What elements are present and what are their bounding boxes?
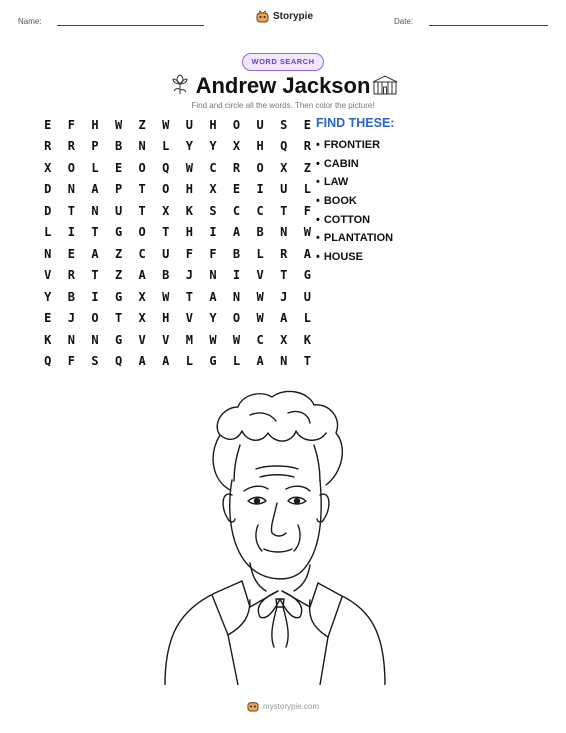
grid-letter: C [138,246,146,261]
grid-letter: O [138,160,146,175]
grid-letter: A [232,225,241,240]
grid-letter: T [280,203,288,218]
grid-letter: N [280,354,288,369]
grid-letter: H [256,139,264,154]
grid-letter: C [256,203,264,218]
grid-row [36,351,319,373]
grid-letter: N [67,182,75,197]
grid-row [36,200,319,222]
footer-url: mystorypie.com [262,701,319,711]
grid-letter: S [209,203,217,218]
grid-letter: W [162,289,170,304]
hermitage-house-icon [372,75,398,95]
grid-letter: C [256,332,264,347]
grid-letter: W [209,332,217,347]
grid-letter: W [232,332,241,347]
grid-letter: Q [280,139,288,154]
grid-letter: T [138,182,146,197]
grid-letter: H [209,117,217,132]
grid-letter: H [91,117,99,132]
grid-letter: F [67,354,75,369]
grid-letter: F [67,117,75,132]
brand-name: Storypie [273,11,314,22]
grid-letter: X [44,160,52,175]
grid-letter: R [232,160,241,175]
grid-letter: Z [114,268,123,283]
grid-letter: H [185,182,193,197]
grid-letter: E [44,117,52,132]
grid-letter: A [138,354,146,369]
grid-row [36,265,319,287]
word-list-item: • PLANTATION [316,229,393,248]
name-label: Name: [18,17,42,26]
grid-letter: X [162,203,170,218]
grid-letter: K [185,203,193,218]
grid-letter: R [44,139,52,154]
grid-letter: E [232,182,241,197]
grid-letter: A [303,246,311,261]
grid-letter: O [232,117,241,132]
grid-letter: O [162,182,170,197]
grid-letter: O [138,225,146,240]
grid-row [36,222,319,244]
word-list-item: • LAW [316,173,393,192]
grid-letter: T [67,203,75,218]
grid-letter: K [44,332,52,347]
grid-letter: X [280,332,288,347]
grid-letter: L [303,311,311,326]
grid-letter: Q [114,354,123,369]
grid-letter: E [67,246,75,261]
grid-row [36,329,319,351]
word-list-item: • BOOK [316,192,393,211]
grid-letter: X [138,289,146,304]
grid-letter: Y [209,139,217,154]
grid-letter: N [138,139,146,154]
storypie-logo-icon [256,10,269,23]
grid-letter: O [232,311,241,326]
grid-letter: W [303,225,311,240]
grid-letter: L [256,246,264,261]
word-list-item: • FRONTIER [316,136,393,155]
grid-letter: B [67,289,75,304]
grid-letter: T [138,203,146,218]
andrew-jackson-portrait [150,385,400,685]
brand-logo [256,10,313,23]
grid-letter: F [185,246,193,261]
grid-letter: L [303,182,311,197]
grid-letter: N [209,268,217,283]
word-list-item: • HOUSE [316,248,393,267]
grid-letter: Y [209,311,217,326]
grid-letter: N [91,332,99,347]
find-these-heading: FIND THESE: [316,116,395,130]
word-list-item: • CABIN [316,155,393,174]
grid-letter: L [44,225,52,240]
grid-letter: G [303,268,311,283]
grid-letter: A [162,354,170,369]
grid-letter: H [185,225,193,240]
grid-letter: U [303,289,311,304]
grid-letter: I [91,289,99,304]
grid-letter: T [280,268,288,283]
grid-letter: I [232,268,241,283]
grid-letter: A [91,182,99,197]
grid-letter: G [209,354,217,369]
grid-letter: I [256,182,264,197]
grid-letter: N [67,332,75,347]
word-search-badge: WORD SEARCH [242,53,324,71]
grid-letter: G [114,332,123,347]
grid-row [36,308,319,330]
grid-letter: Y [44,289,52,304]
instructions: Find and circle all the words. Then color the picture! [191,101,375,110]
grid-letter: J [185,268,193,283]
grid-letter: W [256,289,264,304]
grid-letter: L [162,139,170,154]
grid-letter: N [91,203,99,218]
grid-letter: V [44,268,52,283]
grid-letter: T [91,225,99,240]
grid-letter: Z [114,246,123,261]
grid-letter: T [303,354,311,369]
date-field[interactable] [429,25,548,26]
grid-letter: V [162,332,170,347]
grid-letter: X [232,139,241,154]
grid-letter: F [303,203,311,218]
grid-letter: R [280,246,288,261]
grid-letter: T [162,225,170,240]
grid-letter: J [280,289,288,304]
grid-letter: W [185,160,193,175]
grid-letter: M [185,332,193,347]
grid-letter: B [162,268,170,283]
grid-letter: F [209,246,217,261]
letter-grid [36,114,319,372]
grid-letter: I [209,225,217,240]
grid-letter: U [162,246,170,261]
page-title: Andrew Jackson [195,73,371,98]
grid-letter: A [280,311,288,326]
grid-letter: B [232,246,241,261]
grid-letter: N [232,289,241,304]
grid-letter: E [44,311,52,326]
grid-letter: R [67,268,75,283]
grid-letter: Y [185,139,193,154]
word-list [316,136,393,267]
grid-letter: P [114,182,123,197]
grid-letter: G [114,225,123,240]
storypie-logo-icon [247,700,259,712]
grid-letter: H [162,311,170,326]
grid-row [36,114,319,136]
grid-letter: V [256,268,264,283]
grid-letter: X [280,160,288,175]
grid-letter: Z [138,117,146,132]
grid-row [36,243,319,265]
grid-letter: L [232,354,241,369]
footer [0,700,566,712]
grid-letter: N [44,246,52,261]
grid-letter: J [67,311,75,326]
grid-letter: G [114,289,123,304]
grid-letter: D [44,182,52,197]
grid-letter: C [232,203,241,218]
grid-letter: T [114,311,123,326]
grid-letter: A [256,354,264,369]
grid-letter: W [256,311,264,326]
grid-letter: T [185,289,193,304]
grid-letter: E [303,117,311,132]
grid-letter: C [209,160,217,175]
grid-letter: A [209,289,217,304]
grid-letter: Z [303,160,311,175]
grid-letter: X [138,311,146,326]
grid-letter: A [91,246,99,261]
grid-letter: I [67,225,75,240]
grid-letter: K [303,332,311,347]
grid-letter: B [256,225,264,240]
grid-letter: X [209,182,217,197]
grid-letter: O [256,160,264,175]
grid-letter: Q [44,354,52,369]
word-list-item: • COTTON [316,211,393,230]
grid-letter: L [185,354,193,369]
grid-letter: V [185,311,193,326]
grid-letter: U [185,117,193,132]
grid-letter: T [91,268,99,283]
grid-letter: D [44,203,52,218]
grid-letter: W [162,117,170,132]
grid-letter: O [67,160,75,175]
date-label: Date: [394,17,414,26]
grid-letter: S [91,354,99,369]
name-field[interactable] [57,25,204,26]
grid-row [36,136,319,158]
grid-letter: O [91,311,99,326]
grid-letter: R [303,139,311,154]
grid-letter: B [114,139,123,154]
grid-row [36,286,319,308]
grid-letter: U [114,203,123,218]
grid-letter: P [91,139,99,154]
grid-letter: S [280,117,288,132]
grid-letter: E [114,160,123,175]
grid-letter: L [91,160,99,175]
grid-letter: N [280,225,288,240]
grid-letter: Q [162,160,170,175]
grid-letter: A [138,268,146,283]
grid-letter: U [256,117,264,132]
grid-letter: U [280,182,288,197]
grid-letter: W [114,117,123,132]
grid-row [36,179,319,201]
grid-row [36,157,319,179]
grid-letter: V [138,332,146,347]
grid-letter: R [67,139,75,154]
